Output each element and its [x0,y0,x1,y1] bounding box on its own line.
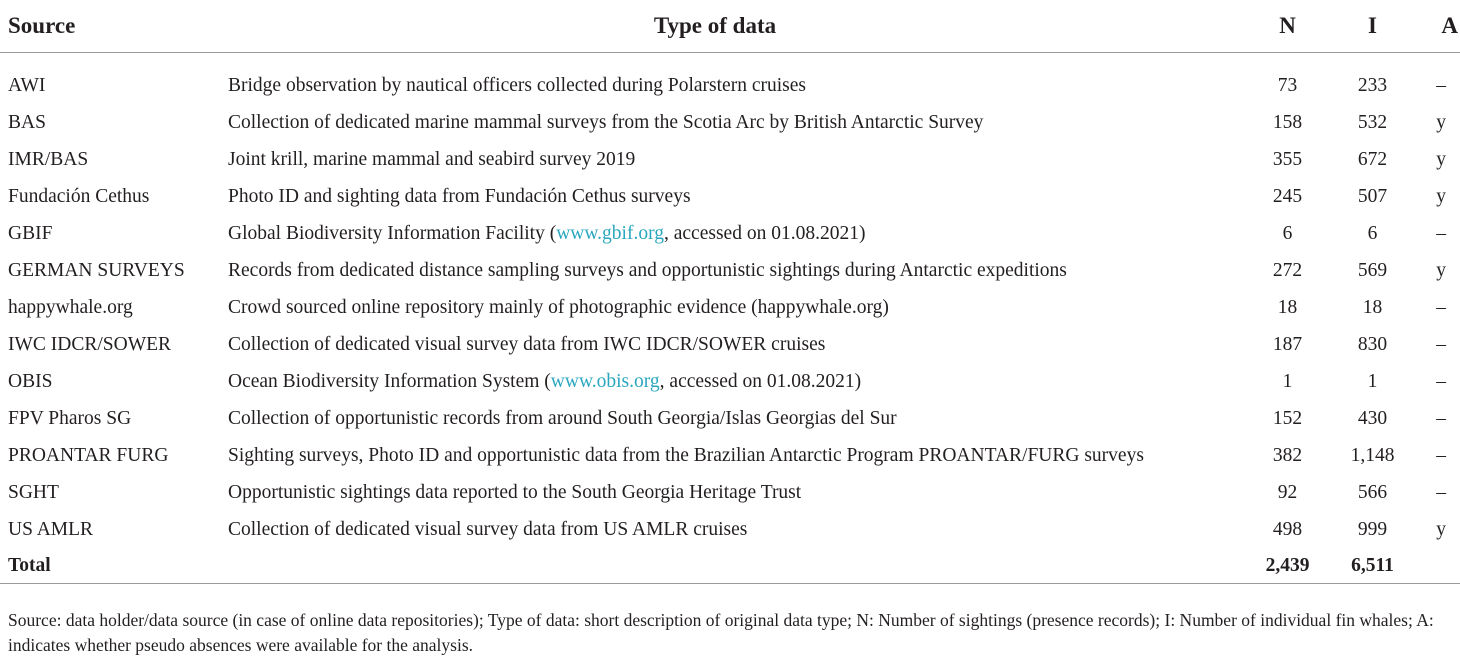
cell-source: GBIF [8,222,53,244]
header-type-of-data: Type of data [220,0,1245,53]
cell-a: y [1436,111,1446,133]
cell-n: 92 [1277,481,1298,503]
cell-type-of-data: Collection of dedicated visual survey data from IWC IDCR/SOWER cruises [228,333,826,355]
header-n: N [1245,0,1330,53]
cell-i: 999 [1357,518,1388,540]
cell-a: – [1436,333,1446,355]
cell-type-of-data: Opportunistic sightings data reported to the South Georgia Heritage Trust [228,481,802,503]
cell-source: SGHT [8,481,59,503]
cell-a: – [1436,222,1446,244]
cell-i: 1 [1367,370,1378,392]
table-row [0,437,1460,474]
cell-a: y [1436,148,1446,170]
table-footnote: Source: data holder/data source (in case of online data repositories); Type of data: short description of original data type; N: Number of sightings (presence records); I: Number of individual fin whales; A: indicates whether pseudo absences were available for the analysis. [8,610,1434,655]
type-text-pre: Global Biodiversity Information Facility ( [228,222,557,244]
table-row [0,141,1460,178]
cell-a: – [1436,370,1446,392]
total-i: 6,511 [1330,548,1415,584]
header-a: A [1415,0,1460,53]
cell-source: GERMAN SURVEYS [8,259,185,281]
cell-type-of-data: Crowd sourced online repository mainly of photographic evidence (happywhale.org) [228,296,889,318]
table-row [0,474,1460,511]
type-text-pre: Ocean Biodiversity Information System ( [228,370,551,392]
cell-n: 245 [1272,185,1303,207]
cell-source: US AMLR [8,518,94,540]
cell-a: y [1436,185,1446,207]
cell-source: Fundación Cethus [8,185,150,207]
table-row [0,104,1460,141]
cell-a: – [1436,407,1446,429]
table-row [0,363,1460,400]
cell-n: 1 [1282,370,1293,392]
table-row [0,400,1460,437]
total-n: 2,439 [1245,548,1330,584]
table-header-row [0,0,1460,53]
type-link[interactable]: www.gbif.org [556,222,664,244]
cell-i: 507 [1357,185,1388,207]
cell-i: 532 [1357,111,1388,133]
type-text-post: , accessed on 01.08.2021) [659,370,862,392]
cell-a: y [1436,259,1446,281]
cell-n: 355 [1272,148,1303,170]
cell-n: 152 [1272,407,1303,429]
type-link[interactable]: www.obis.org [550,370,660,392]
cell-source: BAS [8,111,46,133]
cell-i: 672 [1357,148,1388,170]
cell-type-of-data: Bridge observation by nautical officers collected during Polarstern cruises [228,74,806,96]
cell-type-of-data: Collection of opportunistic records from around South Georgia/Islas Georgias del Sur [228,407,897,429]
total-row [0,548,1460,584]
cell-n: 382 [1272,444,1303,466]
header-i: I [1330,0,1415,53]
cell-n: 272 [1272,259,1303,281]
cell-type-of-data: Photo ID and sighting data from Fundación Cethus surveys [228,185,691,207]
cell-type-of-data [220,215,1245,252]
type-text-post: , accessed on 01.08.2021) [664,222,866,244]
cell-n: 158 [1272,111,1303,133]
table-row [0,511,1460,548]
cell-i: 430 [1357,407,1388,429]
cell-a: – [1436,481,1446,503]
cell-i: 1,148 [1350,444,1395,466]
total-type-empty [220,548,1245,584]
cell-type-of-data: Records from dedicated distance sampling surveys and opportunistic sightings during Antarctic expeditions [228,259,1067,281]
cell-a: – [1436,74,1446,96]
cell-a: – [1436,444,1446,466]
cell-source: PROANTAR FURG [8,444,169,466]
cell-source: OBIS [8,370,53,392]
cell-a: y [1436,518,1446,540]
table-row [0,326,1460,363]
cell-source: FPV Pharos SG [8,407,132,429]
table-row [0,178,1460,215]
cell-type-of-data [220,363,1245,400]
header-spacer [0,53,1460,68]
cell-i: 566 [1357,481,1388,503]
total-label: Total [0,548,220,584]
cell-type-of-data: Joint krill, marine mammal and seabird survey 2019 [228,148,636,170]
cell-n: 73 [1277,74,1298,96]
table-row [0,215,1460,252]
cell-n: 18 [1277,296,1298,318]
cell-type-of-data: Collection of dedicated visual survey data from US AMLR cruises [228,518,748,540]
cell-n: 187 [1272,333,1303,355]
cell-a: – [1436,296,1446,318]
cell-source: AWI [8,74,46,96]
cell-i: 6 [1367,222,1378,244]
table-row [0,252,1460,289]
cell-source: happywhale.org [8,296,133,318]
cell-type-of-data: Collection of dedicated marine mammal surveys from the Scotia Arc by British Antarctic Survey [228,111,984,133]
cell-n: 498 [1272,518,1303,540]
cell-n: 6 [1282,222,1293,244]
table-row [0,67,1460,104]
cell-i: 233 [1357,74,1388,96]
cell-i: 830 [1357,333,1388,355]
cell-type-of-data: Sighting surveys, Photo ID and opportunistic data from the Brazilian Antarctic Program PROANTAR/FURG surveys [228,444,1144,466]
cell-i: 569 [1357,259,1388,281]
total-a-empty [1415,548,1460,584]
cell-source: IWC IDCR/SOWER [8,333,172,355]
cell-i: 18 [1362,296,1383,318]
header-source: Source [0,0,220,53]
cell-source: IMR/BAS [8,148,89,170]
table-row [0,289,1460,326]
